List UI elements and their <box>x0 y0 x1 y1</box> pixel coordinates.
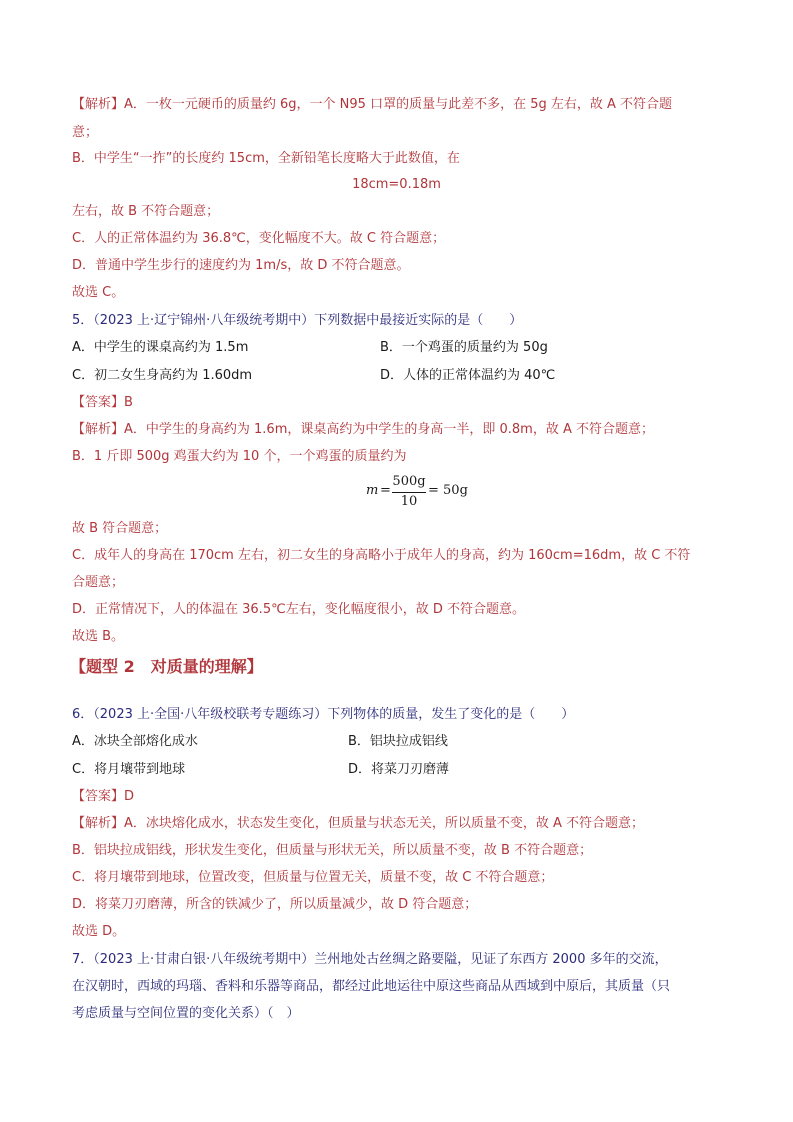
section-heading: 【题型 2 对质量的理解】 <box>70 657 263 676</box>
question-5-option-c: C．初二女生身高约为 1.60dm <box>72 368 253 383</box>
question-5-option-a: A．中学生的课桌高约为 1.5m <box>72 340 249 355</box>
explanation-4-line-3: B．中学生“一拃”的长度约 15cm，全新铅笔长度略大于此数值，在 <box>72 151 460 166</box>
formula-variable: m <box>366 483 379 498</box>
explanation-4-formula: 18cm=0.18m <box>352 177 441 192</box>
question-5-explanation-b2: 故 B 符合题意； <box>72 521 168 536</box>
question-5-explanation-b: B．1 斤即 500g 鸡蛋大约为 10 个，一个鸡蛋的质量约为 <box>72 449 407 464</box>
question-6-explanation-b: B．铝块拉成铝线，形状发生变化，但质量与形状无关，所以质量不变，故 B 不符合题意； <box>72 843 593 858</box>
question-6-option-b: B．铝块拉成铝线 <box>348 734 448 749</box>
question-5-explanation-a: 【解析】A．中学生的身高约为 1.6m，课桌高约为中学生的身高一半，即 0.8m，故 A 不符合题意； <box>72 422 654 437</box>
question-6-option-a: A．冰块全部熔化成水 <box>72 734 198 749</box>
question-5-option-d: D．人体的正常体温约为 40℃ <box>380 368 556 383</box>
question-6-stem: 6．（2023 上·全国·八年级校联考专题练习）下列物体的质量，发生了变化的是（ ） <box>72 707 575 722</box>
explanation-4-line-5: 左右，故 B 不符合题意； <box>72 204 220 219</box>
question-7-stem-line-3: 考虑质量与空间位置的变化关系）（ ） <box>72 1006 300 1021</box>
question-5-explanation-c: C．成年人的身高在 170cm 左右，初二女生的身高略小于成年人的身高，约为 160cm=16dm，故 C 不符 <box>72 548 691 563</box>
question-6-option-c: C．将月壤带到地球 <box>72 762 186 777</box>
formula-numerator: 500g <box>392 474 426 489</box>
explanation-4-line-1: 【解析】A．一枚一元硬币的质量约 6g，一个 N95 口罩的质量与此差不多，在 5g 左右，故 A 不符合题 <box>72 97 673 112</box>
explanation-4-line-6: C．人的正常体温约为 36.8℃，变化幅度不大。故 C 符合题意； <box>72 231 446 246</box>
explanation-4-line-7: D．普通中学生步行的速度约为 1m/s，故 D 不符合题意。 <box>72 258 410 273</box>
question-5-answer: 【答案】B <box>72 395 133 410</box>
question-7-stem-line-2: 在汉朝时，西域的玛瑙、香料和乐器等商品，都经过此地运往中原这些商品从西域到中原后，其质量（只 <box>72 979 671 994</box>
explanation-4-line-2: 意； <box>72 125 99 140</box>
formula-equals: = <box>380 483 391 498</box>
question-5-explanation-c2: 合题意； <box>72 575 125 590</box>
explanation-4-conclusion: 故选 C。 <box>72 285 125 300</box>
question-6-conclusion: 故选 D。 <box>72 924 126 939</box>
question-5-stem: 5．（2023 上·辽宁锦州·八年级统考期中）下列数据中最接近实际的是（ ） <box>72 313 523 328</box>
question-5-conclusion: 故选 B。 <box>72 629 125 644</box>
question-6-explanation-c: C．将月壤带到地球，位置改变，但质量与位置无关，质量不变，故 C 不符合题意； <box>72 870 554 885</box>
question-6-option-d: D．将菜刀刃磨薄 <box>348 762 450 777</box>
formula-result: = 50g <box>428 483 468 498</box>
question-6-explanation-d: D．将菜刀刃磨薄，所含的铁减少了，所以质量减少，故 D 符合题意； <box>72 897 478 912</box>
question-6-answer: 【答案】D <box>72 789 135 804</box>
question-5-explanation-d: D．正常情况下，人的体温在 36.5℃左右，变化幅度很小，故 D 不符合题意。 <box>72 602 525 617</box>
question-7-stem-line-1: 7．（2023 上·甘肃白银·八年级统考期中）兰州地处古丝绸之路要隘，见证了东西方 2000 多年的交流， <box>72 952 668 967</box>
fraction-bar <box>392 492 426 493</box>
question-5-option-b: B．一个鸡蛋的质量约为 50g <box>380 340 548 355</box>
formula-denominator: 10 <box>400 494 418 509</box>
question-6-explanation-a: 【解析】A．冰块熔化成水，状态发生变化，但质量与状态无关，所以质量不变，故 A 不符合题意； <box>72 816 645 831</box>
